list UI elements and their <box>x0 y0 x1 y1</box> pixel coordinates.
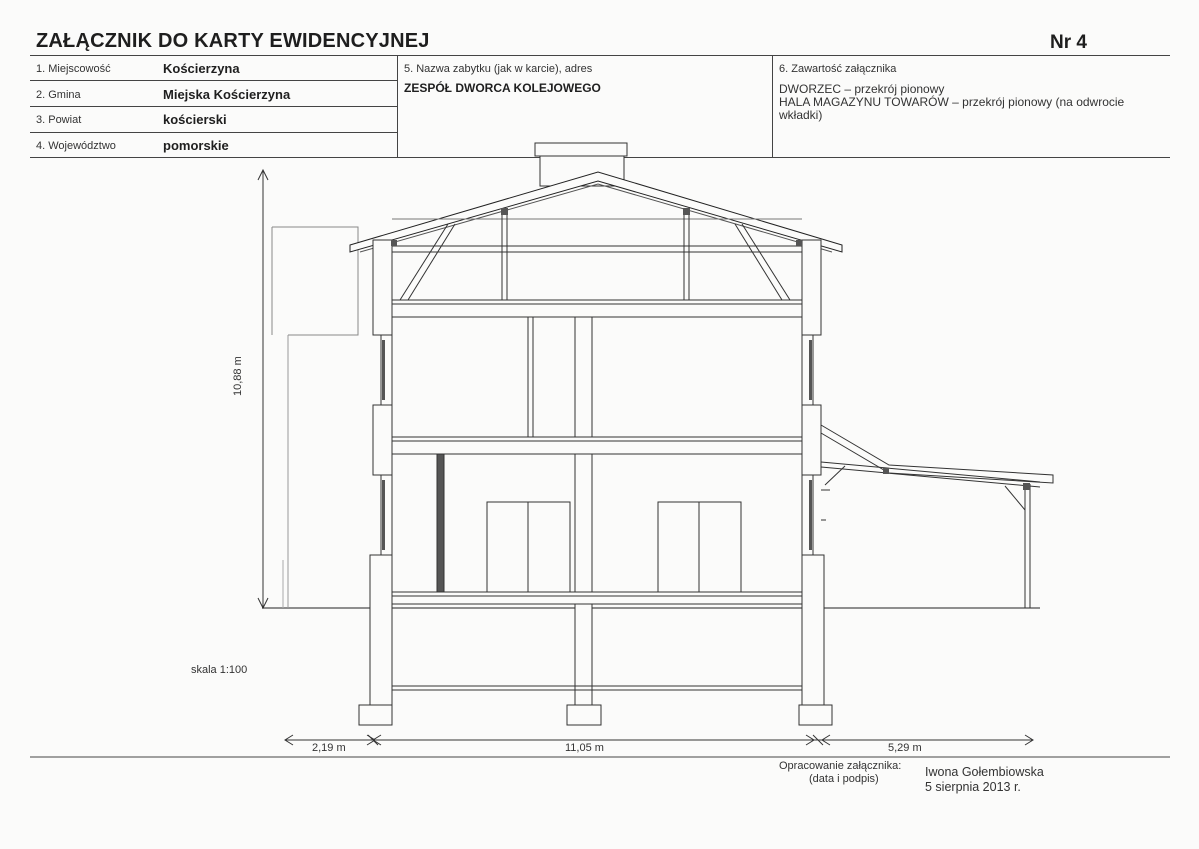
scale-label: skala 1:100 <box>191 664 248 676</box>
monument-label: 5. Nazwa zabytku (jak w karcie), adres <box>404 63 593 75</box>
field-label-province: 4. Województwo <box>36 140 116 152</box>
field-value-commune: Miejska Kościerzyna <box>163 87 291 102</box>
field-label-commune: 2. Gmina <box>36 89 81 101</box>
prepared-label: Opracowanie załącznika: <box>779 760 902 772</box>
contents-line-1: DWORZEC – przekrój pionowy <box>779 82 945 96</box>
field-label-county: 3. Powiat <box>36 114 82 126</box>
height-dimension-label: 10,88 m <box>232 356 244 396</box>
dimension-right-label: 5,29 m <box>888 742 922 754</box>
monument-value: ZESPÓŁ DWORCA KOLEJOWEGO <box>404 81 601 95</box>
author-name: Iwona Gołembiowska <box>925 765 1044 779</box>
prepared-sublabel: (data i podpis) <box>809 773 879 785</box>
prepared-date: 5 sierpnia 2013 r. <box>925 780 1021 794</box>
attachment-number: Nr 4 <box>1050 32 1087 53</box>
field-value-town: Kościerzyna <box>163 61 240 76</box>
dimension-middle-label: 11,05 m <box>565 742 604 754</box>
field-value-province: pomorskie <box>163 138 229 153</box>
contents-line-3: wkładki) <box>779 108 823 122</box>
document-title: ZAŁĄCZNIK DO KARTY EWIDENCYJNEJ <box>36 30 430 52</box>
dimension-left-label: 2,19 m <box>312 742 346 754</box>
field-label-town: 1. Miejscowość <box>36 63 111 75</box>
contents-line-2: HALA MAGAZYNU TOWARÓW – przekrój pionowy (na odwrocie <box>779 95 1125 109</box>
field-value-county: kościerski <box>163 112 227 127</box>
contents-label: 6. Zawartość załącznika <box>779 63 897 75</box>
